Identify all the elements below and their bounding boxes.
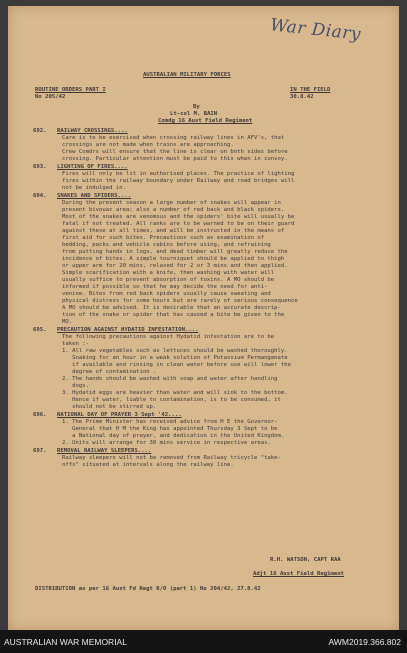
paragraph-line: During the present season a large number of snakes will appear in bbox=[62, 200, 281, 206]
paragraph-number: 692. bbox=[33, 128, 47, 134]
orders-number: No 205/42 bbox=[35, 94, 66, 100]
paragraph-line: Fires will only be lit in authorised places. The practice of lighting bbox=[62, 171, 295, 177]
paragraph-line: from putting hands in logs, and dead timber will greatly reduce the bbox=[62, 249, 288, 255]
paragraph-line: fatal if not treated. All ranks are to be warned to be on their guard bbox=[62, 221, 295, 227]
paragraph-line: incidence of bites. A simple tourniquet should be applied to thigh bbox=[62, 256, 285, 262]
handwritten-note: War Diary bbox=[269, 15, 362, 45]
paragraph-line: General that H M the King has appointed Thursday 3 Sept to be bbox=[62, 426, 278, 432]
footer-catalog-id: AWM2019.366.802 bbox=[328, 637, 401, 647]
paragraph-number: 697. bbox=[33, 448, 47, 454]
paragraph-line: fires within the railway boundary under Railway and road bridges will bbox=[62, 178, 295, 184]
paragraph-line: if available and rinsing in clean water before use will lower the bbox=[62, 362, 292, 368]
paragraph-line: 1. The Prime Minister has received advice from H E the Governor- bbox=[62, 419, 278, 425]
paragraph-number: 693. bbox=[33, 164, 47, 170]
paragraph-line: present bivouac area; also a number of red back and black spiders. bbox=[62, 207, 285, 213]
archive-footer bbox=[0, 630, 407, 653]
commander-name: Lt-col M. BAIN bbox=[170, 111, 218, 117]
paragraph-line: Hence if water, liable to contamination, is to be consumed, it bbox=[62, 397, 281, 403]
paragraph-title: LIGHTING OF FIRES.... bbox=[57, 164, 128, 170]
paragraph-line: venine. Bites from red back spiders usually cause sweating and bbox=[62, 291, 271, 297]
paragraph-line: 2. The hands should be washed with soap and water after handling bbox=[62, 376, 278, 382]
signature-name: R.H. WATSON, CAPT RAA bbox=[270, 557, 341, 563]
paragraph-line: informed if possible so that he may decide the need for anti- bbox=[62, 284, 268, 290]
location: IN THE FIELD bbox=[290, 87, 331, 93]
paragraph-line: A MO should be advised. It is desirable that an accurate descrip- bbox=[62, 305, 281, 311]
document-title: AUSTRALIAN MILITARY FORCES bbox=[143, 72, 231, 78]
paragraph-title: PRECAUTION AGAINST HYDATID INFESTATION.... bbox=[57, 327, 199, 333]
paragraph-line: a National day of prayer, and dedication in the United Kingdom. bbox=[62, 433, 285, 439]
paragraph-line: crossing. Particular attention must be paid to this when in convoy. bbox=[62, 156, 288, 162]
paragraph-line: MO. bbox=[62, 319, 73, 325]
paragraph-line: Railway sleepers will not be removed from Railway tricycle "take- bbox=[62, 455, 281, 461]
paragraph-line: dogs. bbox=[62, 383, 89, 389]
paragraph-line: taken :- bbox=[62, 341, 89, 347]
commander-unit: Comdg 16 Aust Field Regiment bbox=[158, 118, 253, 124]
paragraph-line: or upper arm for 20 mins, relaxed for 2 or 3 mins and then applied. bbox=[62, 263, 288, 269]
signature-title: Adjt 16 Aust Field Regiment bbox=[253, 571, 344, 577]
paragraph-line: tion of the snake or spider that has caused a bite be given to the bbox=[62, 312, 285, 318]
paragraph-number: 695. bbox=[33, 327, 47, 333]
orders-part: ROUTINE ORDERS PART I bbox=[35, 87, 106, 93]
footer-institution: AUSTRALIAN WAR MEMORIAL bbox=[4, 637, 127, 647]
paragraph-line: degree of contamination . bbox=[62, 369, 157, 375]
paragraph-line: crossings are not made when trains are approaching. bbox=[62, 142, 234, 148]
paragraph-line: should not be stirred up. bbox=[62, 404, 157, 410]
paragraph-title: RAILWAY CROSSINGS.... bbox=[57, 128, 128, 134]
paragraph-line: Most of the snakes are venomous and the spiders' bite will usually be bbox=[62, 214, 295, 220]
paragraph-line: offs" situated at intervals along the railway line. bbox=[62, 462, 234, 468]
distribution-line: DISTRIBUTION as per 16 Aust Fd Regt R/O (part 1) No 204/42, 27.8.42 bbox=[35, 586, 261, 592]
paragraph-line: physical distress for some hours but are rarely of serious consequence bbox=[62, 298, 298, 304]
paragraph-line: Simple scarification with a knife, then washing with water will bbox=[62, 270, 275, 276]
paragraph-line: Crew Comdrs will ensure that the line is clear on both sides before bbox=[62, 149, 288, 155]
order-date: 30.8.42 bbox=[290, 94, 314, 100]
paragraph-line: against these at all times, and will be instructed in the means of bbox=[62, 228, 285, 234]
paragraph-line: The following precautions against Hydatid infestation are to be bbox=[62, 334, 275, 340]
paragraph-title: SNAKES AND SPIDERS.... bbox=[57, 193, 132, 199]
paragraph-line: 1. All raw vegetables such as lettuces should be washed thoroughly. bbox=[62, 348, 288, 354]
paragraph-line: 3. Hydatid eggs are heavier than water and will sink to the bottom. bbox=[62, 390, 288, 396]
paragraph-line: usually suffice to prevent absorption of toxins. A MO should be bbox=[62, 277, 275, 283]
paragraph-line: 2. Units will arrange for 30 mins service in respective areas. bbox=[62, 440, 271, 446]
by-label: By bbox=[193, 104, 200, 110]
paragraph-line: Care is to be exercised when crossing railway lines in AFV's, that bbox=[62, 135, 285, 141]
paragraph-number: 694. bbox=[33, 193, 47, 199]
paragraph-line: first aid for such bites. Precautions such as examination of bbox=[62, 235, 265, 241]
paragraph-title: NATIONAL DAY OF PRAYER 3 Sept '42.... bbox=[57, 412, 182, 418]
paragraph-line: Soaking for an hour in a weak solution of Potassium Permanganate bbox=[62, 355, 288, 361]
paragraph-number: 696. bbox=[33, 412, 47, 418]
paragraph-title: REMOVAL RAILWAY SLEEPERS.... bbox=[57, 448, 152, 454]
paragraph-line: not be indulged in. bbox=[62, 185, 126, 191]
paragraph-line: bedding, packs and vehicle cabins before using, and refraining bbox=[62, 242, 271, 248]
